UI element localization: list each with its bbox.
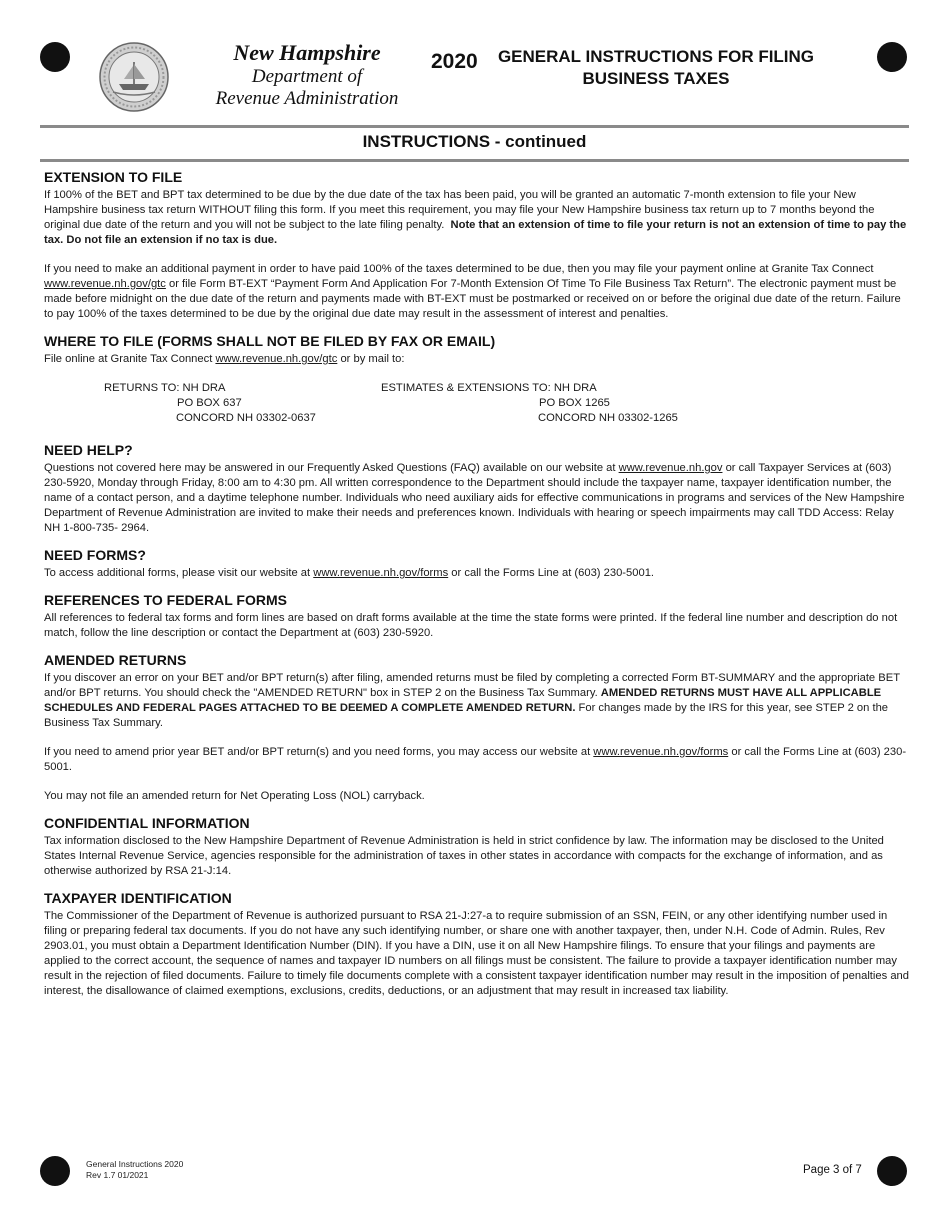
footer-revision: Rev 1.7 01/2021 [86,1170,149,1180]
state-seal-icon [99,42,169,112]
forms-link[interactable]: www.revenue.nh.gov/forms [313,567,449,579]
document-title-line2: BUSINESS TAXES [582,69,730,88]
section-banner: INSTRUCTIONS - continued [362,132,587,151]
estimates-label: ESTIMATES & EXTENSIONS TO: [381,382,551,394]
section-confidential [44,814,910,879]
paragraph: All references to federal tax forms and form lines are based on draft forms available at the time the state forms were printed. If the federal line number and description do not match, follow the line description or contact the Department at (603) 230-5920. [44,612,898,639]
section-heading: TAXPAYER IDENTIFICATION [44,890,232,906]
gtc-link[interactable]: www.revenue.nh.gov/gtc [215,353,338,365]
returns-address: RETURNS TO: NH DRA PO BOX 637 CONCORD NH 03302-0637 [104,382,316,424]
section-heading: NEED HELP? [44,442,133,458]
registration-dot-bottom-left [40,1156,70,1186]
document-title-line1: GENERAL INSTRUCTIONS FOR FILING [497,47,815,66]
footer-form-info [86,1159,183,1181]
section-heading: NEED FORMS? [44,547,146,563]
gtc-link[interactable]: www.revenue.nh.gov/gtc [44,278,166,290]
instructions-body [44,168,910,1009]
agency-division: Revenue Administration [215,88,399,109]
section-need-help [44,441,910,536]
section-extension [44,168,910,322]
agency-department: Department of [251,66,363,87]
registration-dot-bottom-right [877,1156,907,1186]
revenue-website-link[interactable]: www.revenue.nh.gov [618,462,723,474]
header-rule-top [40,125,909,128]
section-heading: CONFIDENTIAL INFORMATION [44,815,250,831]
section-heading: WHERE TO FILE (FORMS SHALL NOT BE FILED BY FAX OR EMAIL) [44,333,496,349]
paragraph: Tax information disclosed to the New Hampshire Department of Revenue Administration is held in strict confidence by law. The information may be disclosed to the United States Internal Revenue Service, agencies responsible for the administration of taxes in other states in accordance with compacts for the exchange of information, and as otherwise authorized by RSA 21-J:14. [44,835,884,877]
registration-dot-top-right [877,42,907,72]
paragraph: If you need to make an additional payment in order to have paid 100% of the taxes determined to be due, then you may file your payment online at Granite Tax Connect www.revenue.nh.gov/gtc or file Form BT-EXT “Payment Form And Application For 7-Month Extension Of Time To File Business Tax Return”. The electronic payment must be made before midnight on the due date of the return and payments made with BT-EXT must be postmarked or received on or before the original due date of the return. Failure to pay 100% of the taxes determined to be due by the original due date may result in the assessment of interest and penalties. [44,263,901,320]
header-rule-bottom [40,159,909,162]
section-heading: EXTENSION TO FILE [44,169,183,185]
form-year: 2020 [431,50,478,73]
bold-notice: Note that an extension of time to file your return is not an extension of time to pay the tax. Do not file an extension if no tax is due. [44,219,907,246]
paragraph: If 100% of the BET and BPT tax determined to be due by the due date of the tax has been paid, you will be granted an automatic 7-month extension to file your New Hampshire business tax return WITHOUT filing this form. If you meet this requirement, you may file your New Hampshire business tax return up to 7 months beyond the original due date of the return and you will not be subject to the late filing penalty. Note that an extension of time to file your return is not an extension of time to pay the tax. Do not file an extension if no tax is due. [44,189,907,246]
estimates-address: ESTIMATES & EXTENSIONS TO: NH DRA PO BOX 1265 CONCORD NH 03302-1265 [381,382,678,424]
section-heading: REFERENCES TO FEDERAL FORMS [44,592,287,608]
paragraph: The Commissioner of the Department of Revenue is authorized pursuant to RSA 21-J:27-a to require submission of an SSN, FEIN, or any other identifying number used in filing or preparing federal tax documents. If you do not have any such identifying number, or share one with another taxpayer, then, under N.H. Code of Admin. Rules, Rev 2903.01, you must obtain a Department Identification Number (DIN). If you have a DIN, use it on all New Hampshire filings. To ensure that your filings and payments are applied to the correct account, the sequence of names and taxpayer ID numbers on all filings must be consistent. The failure to provide a taxpayer identification number may result in the rejection of filed documents. Failure to timely file documents complete with a consistent taxpayer identification number may result in the imposition of penalties and interest, the disallowance of claimed exemptions, exclusions, credits, deductions, or an adjustment that may result in increased tax liability. [44,910,909,997]
paragraph: You may not file an amended return for Net Operating Loss (NOL) carryback. [44,790,425,802]
agency-name [198,40,416,110]
section-amended-returns [44,651,910,804]
paragraph: If you need to amend prior year BET and/or BPT return(s) and you need forms, you may access our website at www.revenue.nh.gov/forms or call the Forms Line at (603) 230-5001. [44,746,907,773]
paragraph: To access additional forms, please visit our website at www.revenue.nh.gov/forms or call the Forms Line at (603) 230-5001. [44,567,655,579]
registration-dot-top-left [40,42,70,72]
section-taxpayer-id [44,889,910,999]
returns-label: RETURNS TO: [104,382,180,394]
footer-form-name: General Instructions 2020 [86,1159,184,1169]
paragraph: Questions not covered here may be answered in our Frequently Asked Questions (FAQ) available on our website at www.revenue.nh.gov or call Taxpayer Services at (603) 230-5920, Monday through Friday, 8:00 am to 4:30 pm. All written correspondence to the Department should include the taxpayer name, taxpayer identification number, the name of a contact person, and a daytime telephone number. Individuals who need auxiliary aids for effective communications in programs and services of the New Hampshire Department of Revenue Administration are invited to make their needs and preferences known. Individuals with hearing or speech impairments may call TDD Access: Relay NH 1-800-735- 2964. [44,462,905,534]
mailing-addresses [44,381,910,429]
document-title [495,46,817,90]
bold-notice: AMENDED RETURNS MUST HAVE ALL APPLICABLE SCHEDULES AND FEDERAL PAGES ATTACHED TO BE DEEMED A COMPLETE AMENDED RETURN. [44,687,882,714]
page-number: Page 3 of 7 [803,1164,862,1176]
paragraph: File online at Granite Tax Connect www.revenue.nh.gov/gtc or by mail to: [44,353,405,365]
paragraph: If you discover an error on your BET and/or BPT return(s) after filing, amended returns must be filed by completing a corrected Form BT-SUMMARY and the appropriate BET and/or BPT returns. You should check the "AMENDED RETURN" box in STEP 2 on the Business Tax Summary. AMENDED RETURNS MUST HAVE ALL APPLICABLE SCHEDULES AND FEDERAL PAGES ATTACHED TO BE DEEMED A COMPLETE AMENDED RETURN. For changes made by the IRS for this year, see STEP 2 on the Business Tax Summary. [44,672,900,729]
agency-state: New Hampshire [233,40,381,65]
section-heading: AMENDED RETURNS [44,652,187,668]
section-where-to-file [44,332,910,429]
section-federal-forms [44,591,910,641]
forms-link[interactable]: www.revenue.nh.gov/forms [593,746,729,758]
section-need-forms [44,546,910,581]
